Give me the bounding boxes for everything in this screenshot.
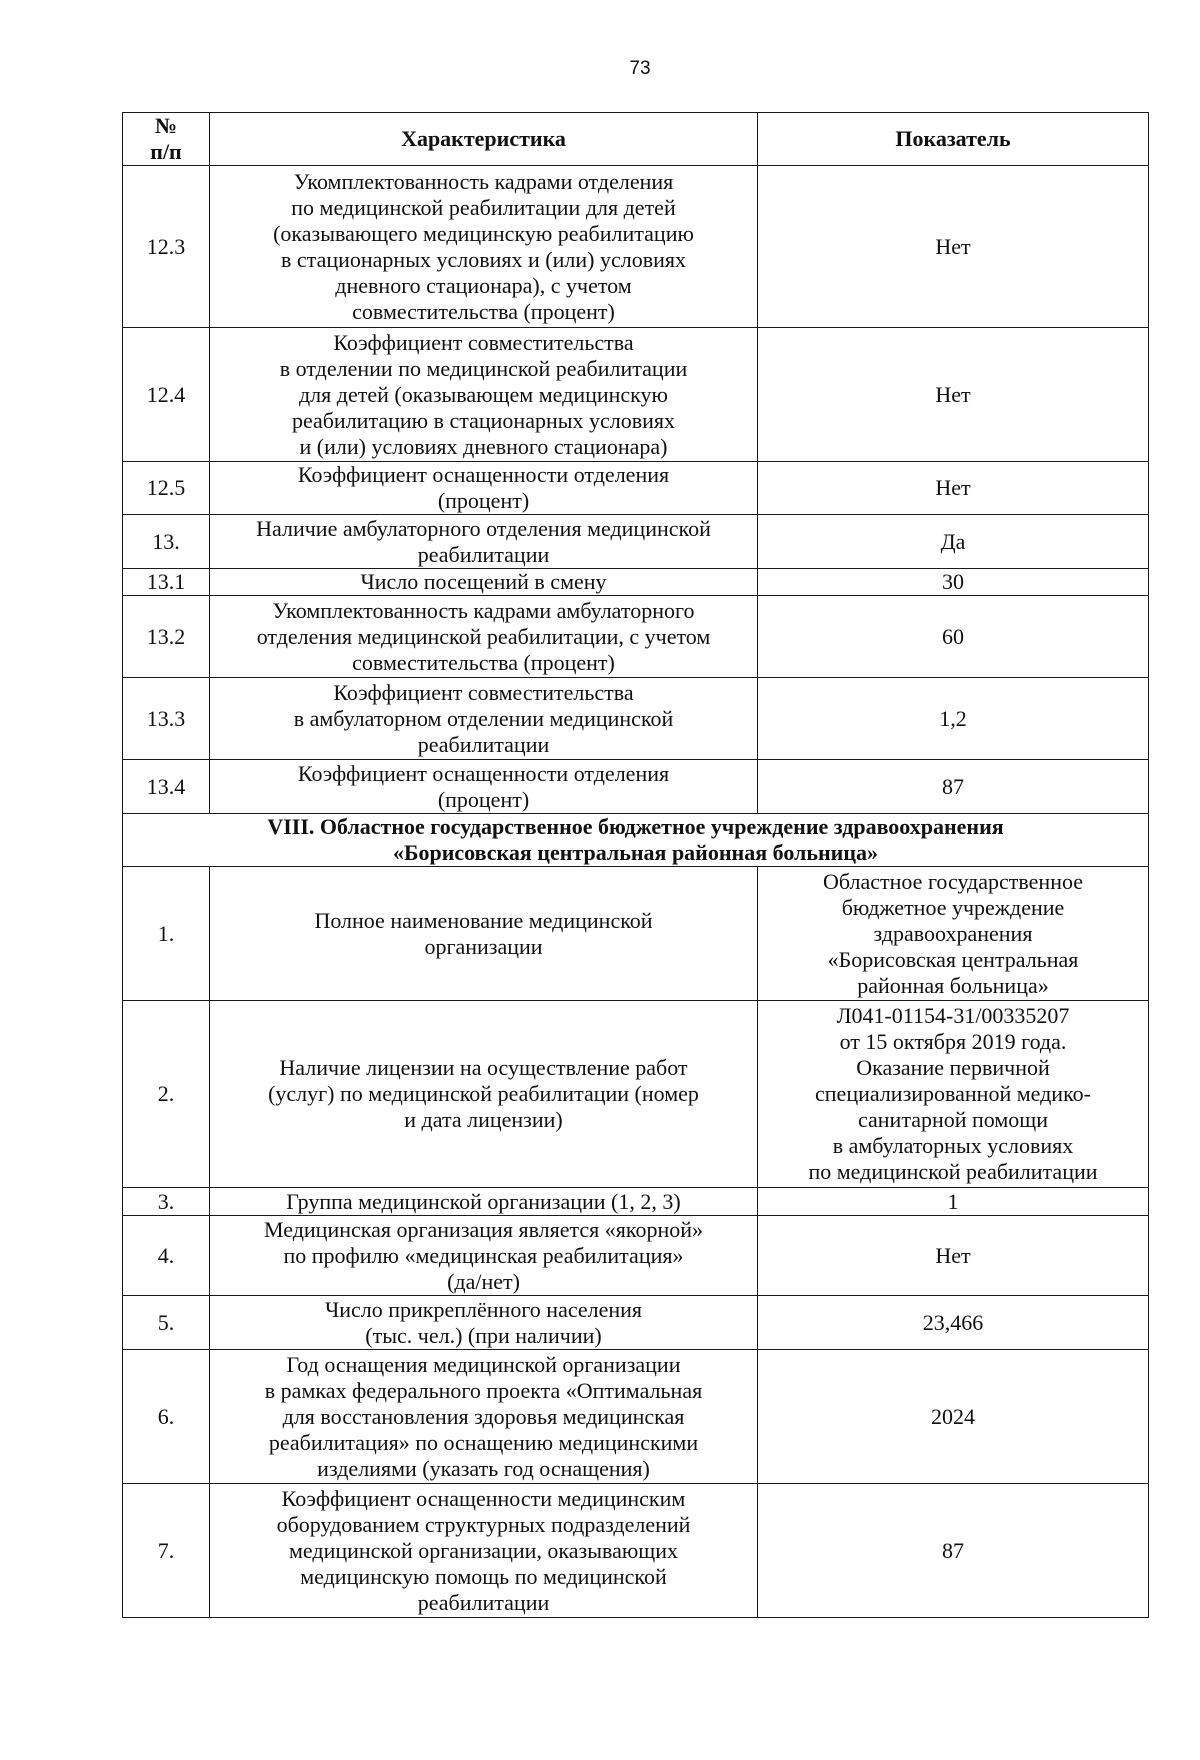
table-row <box>123 678 1149 760</box>
row-characteristic: Наличие амбулаторного отделения медицинской реабилитации <box>210 515 758 569</box>
row-characteristic: Число прикреплённого населения (тыс. чел.) (при наличии) <box>210 1296 758 1350</box>
table-row <box>123 166 1149 328</box>
table-row <box>123 596 1149 678</box>
row-value: 87 <box>758 1484 1149 1618</box>
header-indicator: Показатель <box>758 113 1149 166</box>
row-value: 23,466 <box>758 1296 1149 1350</box>
row-num: 13.2 <box>123 596 210 678</box>
table-row <box>123 1188 1149 1216</box>
table-row <box>123 1296 1149 1350</box>
row-num: 7. <box>123 1484 210 1618</box>
row-value: Нет <box>758 328 1149 462</box>
row-characteristic: Коэффициент совместительства в отделении по медицинской реабилитации для детей (оказывающем медицинскую реабилитацию в стационарных условиях и (или) условиях дневного стационара) <box>210 328 758 462</box>
table-header-row <box>123 113 1149 166</box>
row-value: 30 <box>758 569 1149 596</box>
row-characteristic: Коэффициент оснащенности медицинским оборудованием структурных подразделений медицинской организации, оказывающих медицинскую помощь по медицинской реабилитации <box>210 1484 758 1618</box>
table-row <box>123 515 1149 569</box>
row-characteristic: Коэффициент оснащенности отделения (процент) <box>210 462 758 515</box>
row-num: 13.1 <box>123 569 210 596</box>
row-value: Областное государственное бюджетное учреждение здравоохранения «Борисовская центральная районная больница» <box>758 867 1149 1001</box>
row-num: 12.3 <box>123 166 210 328</box>
row-characteristic: Коэффициент совместительства в амбулаторном отделении медицинской реабилитации <box>210 678 758 760</box>
page-number: 73 <box>629 58 651 79</box>
row-characteristic: Укомплектованность кадрами амбулаторного отделения медицинской реабилитации, с учетом совместительства (процент) <box>210 596 758 678</box>
table-row <box>123 462 1149 515</box>
section-header-row <box>123 814 1149 867</box>
row-num: 13.4 <box>123 760 210 814</box>
row-num: 5. <box>123 1296 210 1350</box>
section-title: VIII. Областное государственное бюджетное учреждение здравоохранения «Борисовская центральная районная больница» <box>123 814 1149 867</box>
row-characteristic: Год оснащения медицинской организации в рамках федерального проекта «Оптимальная для восстановления здоровья медицинская реабилитация» по оснащению медицинскими изделиями (указать год оснащения) <box>210 1350 758 1484</box>
row-characteristic: Число посещений в смену <box>210 569 758 596</box>
row-num: 13.3 <box>123 678 210 760</box>
row-num: 13. <box>123 515 210 569</box>
row-num: 6. <box>123 1350 210 1484</box>
row-value: Л041-01154-31/00335207 от 15 октября 2019 года. Оказание первичной специализированной медико- санитарной помощи в амбулаторных условиях по медицинской реабилитации <box>758 1001 1149 1188</box>
table-row <box>123 1350 1149 1484</box>
header-characteristic: Характеристика <box>210 113 758 166</box>
row-characteristic: Наличие лицензии на осуществление работ (услуг) по медицинской реабилитации (номер и дата лицензии) <box>210 1001 758 1188</box>
row-value: 87 <box>758 760 1149 814</box>
row-num: 1. <box>123 867 210 1001</box>
row-characteristic: Медицинская организация является «якорной» по профилю «медицинская реабилитация» (да/нет) <box>210 1216 758 1296</box>
row-value: Да <box>758 515 1149 569</box>
row-num: 2. <box>123 1001 210 1188</box>
row-value: Нет <box>758 166 1149 328</box>
row-num: 4. <box>123 1216 210 1296</box>
row-value: 1 <box>758 1188 1149 1216</box>
table-row <box>123 328 1149 462</box>
table-row <box>123 1216 1149 1296</box>
table-row <box>123 867 1149 1001</box>
row-characteristic: Коэффициент оснащенности отделения (процент) <box>210 760 758 814</box>
row-characteristic: Полное наименование медицинской организации <box>210 867 758 1001</box>
row-num: 12.4 <box>123 328 210 462</box>
data-table <box>122 112 1149 1618</box>
table-row <box>123 569 1149 596</box>
row-value: Нет <box>758 1216 1149 1296</box>
row-value: 60 <box>758 596 1149 678</box>
row-characteristic: Укомплектованность кадрами отделения по медицинской реабилитации для детей (оказывающего медицинскую реабилитацию в стационарных условиях и (или) условиях дневного стационара), с учетом совместительства (процент) <box>210 166 758 328</box>
table-row <box>123 1001 1149 1188</box>
row-num: 3. <box>123 1188 210 1216</box>
table-row <box>123 1484 1149 1618</box>
row-value: 2024 <box>758 1350 1149 1484</box>
header-num: № п/п <box>123 113 210 166</box>
row-value: Нет <box>758 462 1149 515</box>
row-value: 1,2 <box>758 678 1149 760</box>
table-row <box>123 760 1149 814</box>
row-num: 12.5 <box>123 462 210 515</box>
row-characteristic: Группа медицинской организации (1, 2, 3) <box>210 1188 758 1216</box>
